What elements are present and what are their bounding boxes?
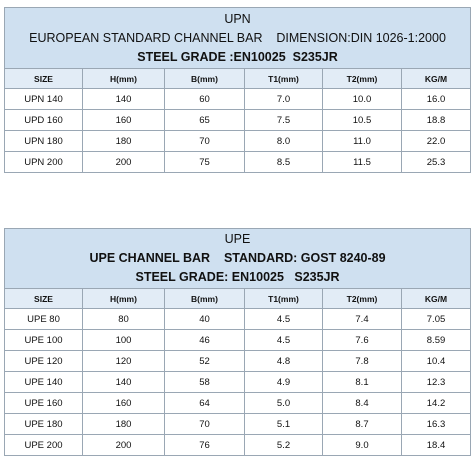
table-cell: 18.8 (402, 110, 471, 131)
table-cell: 100 (83, 330, 165, 351)
upn-column-headers (5, 69, 471, 89)
table-cell: 7.05 (402, 309, 471, 330)
table-cell: UPN 180 (5, 131, 83, 152)
table-cell: UPE 140 (5, 372, 83, 393)
upe-table-title: UPE (224, 232, 251, 246)
table-cell: UPE 120 (5, 351, 83, 372)
table-cell: 11.5 (323, 152, 402, 173)
table-row (5, 414, 471, 435)
table-row (5, 372, 471, 393)
column-header: B(mm) (165, 69, 245, 89)
table-cell: 8.1 (323, 372, 402, 393)
table-cell: 7.5 (245, 110, 323, 131)
table-cell: 200 (83, 435, 165, 456)
upn-table-title: UPN (224, 11, 251, 26)
table-row (5, 131, 471, 152)
table-row (5, 110, 471, 131)
table-cell: 8.59 (402, 330, 471, 351)
upe-table-steel-grade: STEEL GRADE: EN10025 S235JR (135, 270, 340, 284)
table-cell: 4.8 (245, 351, 323, 372)
table-cell: 160 (83, 393, 165, 414)
table-cell: 120 (83, 351, 165, 372)
table-row (5, 435, 471, 456)
table-row (5, 309, 471, 330)
table-cell: 64 (165, 393, 245, 414)
column-header: B(mm) (165, 289, 245, 309)
table-cell: 52 (165, 351, 245, 372)
upe-column-headers (5, 289, 471, 309)
upn-table-title-cell (5, 8, 471, 69)
table-cell: 7.4 (323, 309, 402, 330)
table-cell: 10.5 (323, 110, 402, 131)
table-cell: 16.3 (402, 414, 471, 435)
table-cell: 140 (83, 372, 165, 393)
table-cell: 12.3 (402, 372, 471, 393)
table-row (5, 330, 471, 351)
table-row (5, 351, 471, 372)
table-cell: UPE 100 (5, 330, 83, 351)
column-header: T2(mm) (323, 69, 402, 89)
table-cell: 40 (165, 309, 245, 330)
table-cell: UPD 160 (5, 110, 83, 131)
table-cell: 4.5 (245, 330, 323, 351)
table-cell: 7.6 (323, 330, 402, 351)
table-cell: 70 (165, 131, 245, 152)
table-cell: UPN 140 (5, 89, 83, 110)
table-cell: 76 (165, 435, 245, 456)
table-cell: UPN 200 (5, 152, 83, 173)
upn-table-subtitle: EUROPEAN STANDARD CHANNEL BAR DIMENSION:DIN 1026-1:2000 (29, 30, 446, 45)
upe-table-header (5, 229, 471, 289)
table-cell: 11.0 (323, 131, 402, 152)
table-row (5, 152, 471, 173)
table-cell: UPE 180 (5, 414, 83, 435)
column-header: T1(mm) (245, 69, 323, 89)
table-cell: 7.0 (245, 89, 323, 110)
column-header: KG/M (402, 69, 471, 89)
table-cell: 58 (165, 372, 245, 393)
table-cell: 8.7 (323, 414, 402, 435)
table-cell: 65 (165, 110, 245, 131)
table-cell: 46 (165, 330, 245, 351)
table-row (5, 393, 471, 414)
upe-table-title-cell (5, 229, 471, 289)
upn-table-header (5, 8, 471, 69)
column-header: H(mm) (83, 69, 165, 89)
table-cell: 25.3 (402, 152, 471, 173)
column-header: SIZE (5, 289, 83, 309)
table-cell: 14.2 (402, 393, 471, 414)
table-cell: 200 (83, 152, 165, 173)
table-cell: 70 (165, 414, 245, 435)
upe-table (4, 228, 471, 456)
table-cell: 7.8 (323, 351, 402, 372)
table-cell: 8.0 (245, 131, 323, 152)
column-header: KG/M (402, 289, 471, 309)
upn-table-steel-grade: STEEL GRADE :EN10025 S235JR (137, 49, 338, 64)
table-cell: 160 (83, 110, 165, 131)
table-cell: 180 (83, 131, 165, 152)
column-header: SIZE (5, 69, 83, 89)
table-cell: 5.1 (245, 414, 323, 435)
table-cell: UPE 160 (5, 393, 83, 414)
table-cell: 5.2 (245, 435, 323, 456)
table-cell: 8.5 (245, 152, 323, 173)
table-cell: 10.0 (323, 89, 402, 110)
table-cell: 22.0 (402, 131, 471, 152)
table-cell: 16.0 (402, 89, 471, 110)
upn-table (4, 7, 471, 173)
table-cell: 8.4 (323, 393, 402, 414)
table-cell: 9.0 (323, 435, 402, 456)
table-cell: 60 (165, 89, 245, 110)
table-cell: 18.4 (402, 435, 471, 456)
table-cell: 75 (165, 152, 245, 173)
table-cell: 80 (83, 309, 165, 330)
column-header: H(mm) (83, 289, 165, 309)
column-header: T1(mm) (245, 289, 323, 309)
column-header: T2(mm) (323, 289, 402, 309)
table-cell: 180 (83, 414, 165, 435)
table-cell: UPE 200 (5, 435, 83, 456)
table-cell: 10.4 (402, 351, 471, 372)
table-cell: UPE 80 (5, 309, 83, 330)
table-row (5, 89, 471, 110)
table-cell: 140 (83, 89, 165, 110)
table-cell: 4.5 (245, 309, 323, 330)
table-cell: 4.9 (245, 372, 323, 393)
upe-table-subtitle: UPE CHANNEL BAR STANDARD: GOST 8240-89 (89, 251, 386, 265)
table-cell: 5.0 (245, 393, 323, 414)
